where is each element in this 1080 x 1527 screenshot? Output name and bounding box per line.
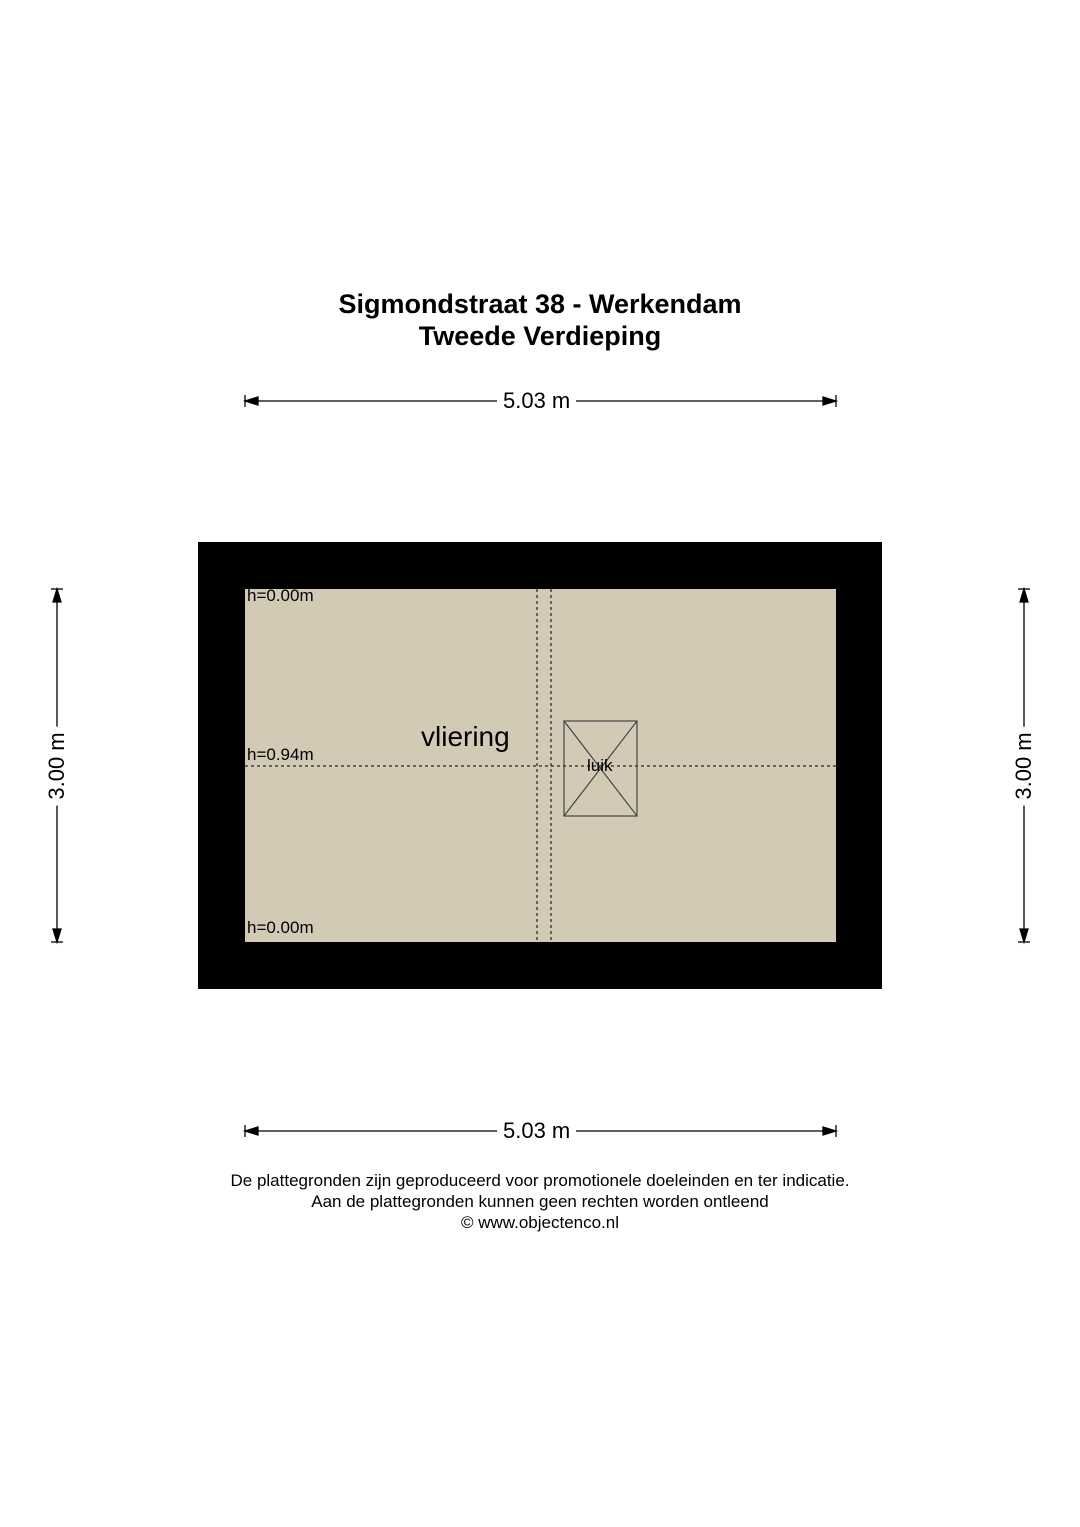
copyright-link[interactable]: © www.objectenco.nl <box>460 1213 620 1232</box>
height-label-bottom: h=0.00m <box>247 918 314 937</box>
plan-title: Sigmondstraat 38 - Werkendam <box>338 289 742 319</box>
right-depth-label: 3.00 m <box>1011 726 1037 805</box>
room-label: vliering <box>421 721 510 752</box>
height-label-top: h=0.00m <box>247 586 314 605</box>
disclaimer-line-2: Aan de plattegronden kunnen geen rechten worden ontleend <box>311 1192 769 1211</box>
left-depth-label: 3.00 m <box>44 726 70 805</box>
height-label-middle: h=0.94m <box>247 745 314 764</box>
disclaimer-line-1: De plattegronden zijn geproduceerd voor promotionele doeleinden en ter indicatie. <box>230 1171 850 1190</box>
top-width-label: 5.03 m <box>497 388 576 414</box>
plan-subtitle: Tweede Verdieping <box>418 321 662 351</box>
hatch-label: luik <box>587 756 613 775</box>
bottom-width-label: 5.03 m <box>497 1118 576 1144</box>
